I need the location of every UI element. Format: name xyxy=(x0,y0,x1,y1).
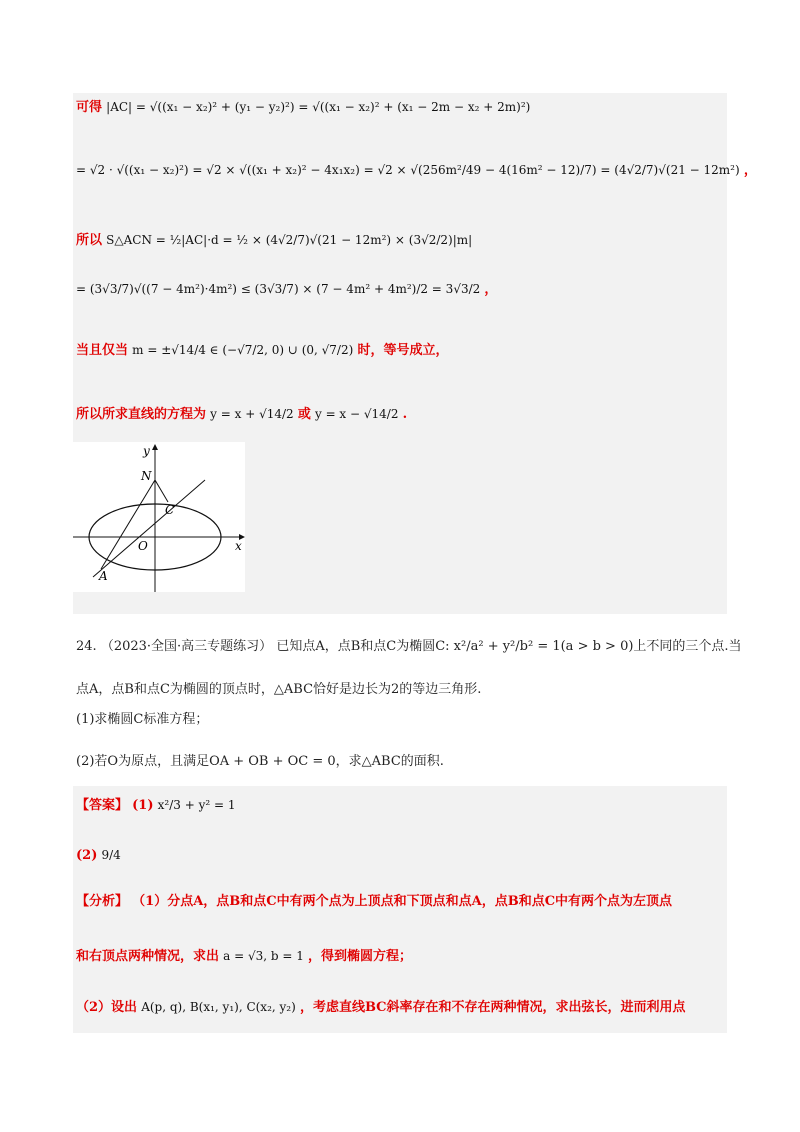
label-x: x xyxy=(235,539,242,553)
solution-line-6 xyxy=(76,404,407,425)
analysis-math-2: a = √3, b = 1 xyxy=(223,949,304,963)
analysis-text-2b: ，得到椭圆方程； xyxy=(308,949,413,964)
analysis-label: 【分析】 xyxy=(76,894,129,909)
analysis-line-2 xyxy=(76,946,412,967)
solution-line-3 xyxy=(76,230,472,251)
answer-part-1-prefix: (1) xyxy=(132,798,154,813)
question-part-2: (2)若O为原点，且满足OA + OB + OC = 0，求△ABC的面积. xyxy=(76,754,444,769)
question-source: （2023·全国·高三专题练习） xyxy=(100,639,273,654)
label-n: N xyxy=(141,469,152,483)
question-number: 24. xyxy=(76,639,97,654)
answer-part-1-math: x²/3 + y² = 1 xyxy=(157,798,236,812)
or-word: 或 xyxy=(297,407,311,422)
label-c: C xyxy=(165,503,175,517)
equation-area: S△ACN = ½|AC|·d = ½ × (4√2/7)√(21 − 12m²) × (3√2/2)|m| xyxy=(106,233,473,247)
solution-tail: 时，等号成立， xyxy=(357,343,449,358)
punct: ， xyxy=(743,163,757,178)
equation-line-2: y = x − √14/2 xyxy=(314,407,399,421)
analysis-text-3a: （2）设出 xyxy=(76,1000,138,1015)
analysis-text-1: （1）分点A，点B和点C中有两个点为上顶点和下顶点和点A，点B和点C中有两个点为左顶点 xyxy=(132,894,673,909)
solution-line-4 xyxy=(76,279,497,300)
period: . xyxy=(402,407,408,422)
answer-part-2-prefix: (2) xyxy=(76,848,98,863)
equation-line-1: y = x + √14/2 xyxy=(210,407,294,421)
solution-line-5 xyxy=(76,340,448,361)
equation-m-value: m = ±√14/4 ∈ (−√7/2, 0) ∪ (0, √7/2) xyxy=(132,343,354,357)
punct: ， xyxy=(484,282,498,297)
line-ac xyxy=(93,480,205,577)
analysis-text-2a: 和右顶点两种情况，求出 xyxy=(76,949,220,964)
label-a: A xyxy=(99,569,108,583)
ellipse-figure xyxy=(73,442,245,592)
equation-ac-length: |AC| = √((x₁ − x₂)² + (y₁ − y₂)²) = √((x₁ − x₂)² + (x₁ − 2m − x₂ + 2m)²) xyxy=(106,100,531,114)
analysis-math-3: A(p, q), B(x₁, y₁), C(x₂, y₂) xyxy=(141,1000,296,1014)
solution-line-2 xyxy=(76,160,757,181)
solution-label: 当且仅当 xyxy=(76,343,129,358)
answer-line-1 xyxy=(76,795,236,816)
analysis-text-3b: ，考虑直线BC斜率存在和不存在两种情况，求出弦长，进而利用点 xyxy=(299,1000,686,1015)
line-an xyxy=(101,480,155,569)
solution-label: 可得 xyxy=(76,100,103,115)
label-y: y xyxy=(143,444,150,458)
equation-inequality: = (3√3/7)√((7 − 4m²)·4m²) ≤ (3√3/7) × (7 − 4m² + 4m²)/2 = 3√3/2 xyxy=(76,282,481,296)
equation-ac-simplified: = √2 · √((x₁ − x₂)²) = √2 × √((x₁ + x₂)² − 4x₁x₂) = √2 × √(256m²/49 − 4(16m² − 12)/7) = (4√2/7)√(21 − 12m²) xyxy=(76,163,740,177)
question-part-1: (1)求椭圆C标准方程； xyxy=(76,712,209,727)
solution-label: 所以 xyxy=(76,233,103,248)
ellipse-diagram xyxy=(73,442,245,592)
answer-part-2-math: 9/4 xyxy=(101,848,121,862)
y-axis-arrow xyxy=(152,444,158,450)
answer-line-2 xyxy=(76,845,121,866)
question-line-1 xyxy=(76,637,742,657)
line-nc xyxy=(155,480,168,502)
answer-label: 【答案】 xyxy=(76,798,129,813)
label-o: O xyxy=(138,539,148,553)
solution-line-1 xyxy=(76,97,530,118)
question-text-1: 已知点A，点B和点C为椭圆C: x²/a² + y²/b² = 1(a > b > 0)上不同的三个点.当 xyxy=(276,639,742,654)
analysis-line-1 xyxy=(76,892,672,912)
solution-label: 所以所求直线的方程为 xyxy=(76,407,207,422)
question-line-2: 点A，点B和点C为椭圆的顶点时，△ABC恰好是边长为2的等边三角形. xyxy=(76,682,482,697)
analysis-line-3 xyxy=(76,997,686,1018)
